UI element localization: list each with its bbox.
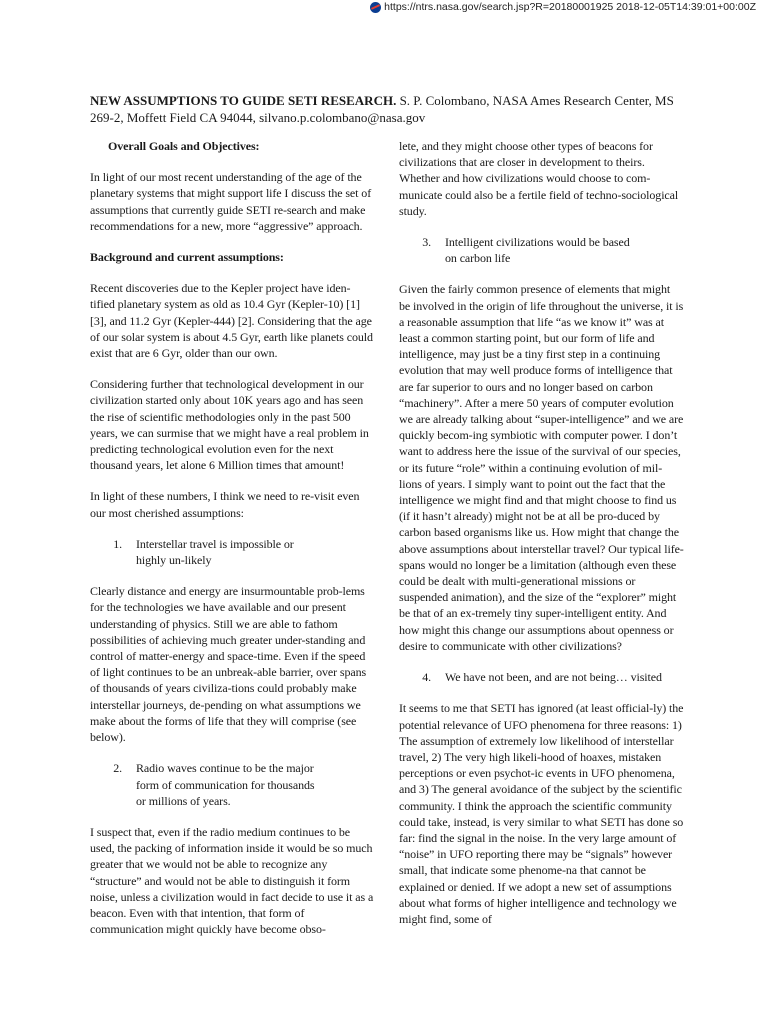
nasa-logo-icon	[370, 2, 381, 13]
assumption-item-4	[399, 669, 684, 685]
assumption-item-1	[90, 536, 375, 568]
item-text: Radio waves continue to be the major form of communication for thousands or millions of years.	[136, 761, 315, 808]
item-number: 3.	[422, 235, 431, 250]
item-number: 4.	[422, 670, 431, 685]
paragraph: Considering further that technological development in our civilization started only about 10K years ago and has seen the rise of scientific methodologies only in the past 500 years, we can surmise that we might have a real problem in predicting technological evolution even for the next thousand years, let alone 6 Million times that amount!	[90, 377, 369, 473]
paragraph: lete, and they might choose other types of beacons for civilizations that are closer in development to theirs. Whether and how civilizations would choose to com-municate could also be a fertile field of techno-sociological study.	[399, 139, 679, 218]
right-column	[399, 138, 684, 942]
assumption-item-3	[399, 234, 684, 266]
paper-header	[90, 92, 690, 126]
paper-authors: S. P. Colombano, NASA Ames Research Center, MS 269-2, Moffett Field CA 94044, silvano.p.colombano@nasa.gov	[90, 93, 674, 125]
item-number: 1.	[113, 536, 122, 551]
paragraph: Clearly distance and energy are insurmountable prob-lems for the technologies we have available and our present understanding of physics. Still we are able to fathom possibilities of achieving much greater under-standing and control of matter-energy and space-time. Even if the speed of light continues to be an unbreak-able barrier, over spans of thousands of years civiliza-tions could probably make interstellar journeys, de-pending on what assumptions we make about the forms of life that they will comprise (see below).	[90, 584, 367, 745]
paragraph: Recent discoveries due to the Kepler project have iden-tified planetary system as old as 10.4 Gyr (Kepler-10) [1] [3], and 11.2 Gyr (Kepler-444) [2]. Considering that the age of our solar system is about 4.5 Gyr, earth like planets could exist that are 6 Gyr, older than our own.	[90, 281, 373, 361]
item-text: We have not been, and are not being… visited	[445, 670, 662, 685]
paper-title: NEW ASSUMPTIONS TO GUIDE SETI RESEARCH.	[90, 93, 397, 108]
paragraph: Given the fairly common presence of elements that might be involved in the origin of life throughout the universe, it is a reasonable assumption that life “as we know it” was at least a common starting point, but our form of life and intelligence, may just be a tiny first step in a continuing evolution that may well produce forms of intelligence that are far superior to ours and no longer based on carbon “machinery”. After a mere 50 years of computer evolution we are already talking about “super-intelligence” and we are quickly becom-ing symbiotic with computer power. I don’t want to address here the issue of the survival of our species, or its future “role” within a continuing evolution of mil-lions of years. I simply want to point out the fact that the intelligence we might find and that might choose to find us (if it hasn’t already) might not be at all be pro-duced by carbon based organisms like us. How might that change the above assumptions about interstellar travel? Our typical life-spans would no longer be a limitation (although even these could be dealt with multi-generational missions or suspended animation), and the size of the “explorer” might be that of an ex-tremely tiny super-intelligent entity. And how might this change our assumptions about openness or desire to communicate with other civilizations?	[399, 282, 684, 653]
item-text: Intelligent civilizations would be based on carbon life	[445, 235, 630, 266]
paragraph: In light of these numbers, I think we need to re-visit even our most cherished assumptions:	[90, 489, 360, 520]
section-heading-background: Background and current assumptions:	[90, 250, 284, 265]
item-text: Interstellar travel is impossible or highly un-likely	[136, 536, 294, 568]
paragraph: In light of our most recent understanding of the age of the planetary systems that might support life I discuss the set of assumptions that currently guide SETI re-search and make recommendations for a new, more “aggressive” approach.	[90, 170, 372, 233]
item-number: 2.	[113, 761, 122, 776]
paragraph: I suspect that, even if the radio medium continues to be used, the packing of information inside it would be so much greater that we would not be able to recognize any “structure” and would not be able to distinguish it form noise, unless a civilization would in fact decide to use it as a beacon. Even with that intention, that form of communication might quickly have become obso-	[90, 824, 374, 937]
assumption-item-2	[90, 760, 375, 809]
left-column	[90, 138, 375, 952]
paragraph: It seems to me that SETI has ignored (at least official-ly) the potential relevance of UFO phenomena for three reasons: 1) The assumption of extremely low likelihood of interstellar travel, 2) The very high likeli-hood of hoaxes, mistaken perceptions or even psychot-ic events in UFO phenomena, and 3) The general avoidance of the subject by the scientific community. I think the approach the scientific community could take, instead, is very similar to what SETI has done so far: find the signal in the noise. In the very large amount of “noise” in UFO reporting there may be “signals” however small, that indicate some phenome-na that cannot be explained or denied. If we adopt a new set of assumptions about what forms of higher intelligence and technology we might find, some of	[399, 701, 684, 926]
source-url[interactable]: https://ntrs.nasa.gov/search.jsp?R=20180001925 2018-12-05T14:39:01+00:00Z	[384, 1, 756, 13]
section-heading-goals: Overall Goals and Objectives:	[108, 139, 260, 153]
source-banner	[370, 0, 756, 14]
